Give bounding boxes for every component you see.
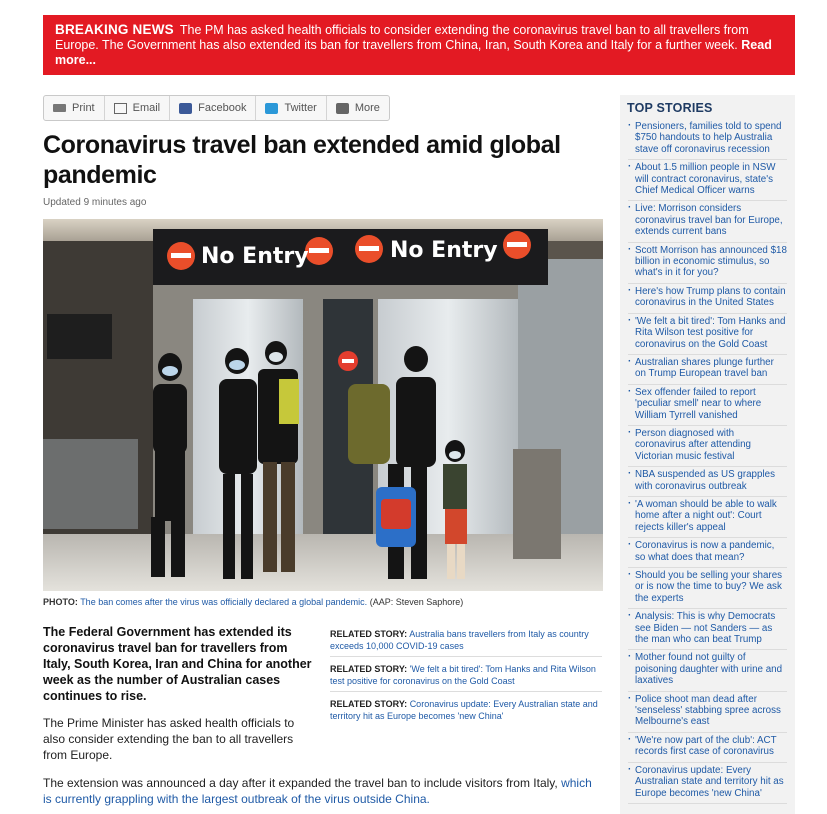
breaking-news-read-more-link[interactable]: Read more... <box>55 38 772 67</box>
twitter-button[interactable] <box>256 96 326 120</box>
top-story-link[interactable]: · Should you be selling your shares or is now the time to buy? We ask the experts <box>628 568 787 609</box>
caption-label: PHOTO: <box>43 597 78 607</box>
top-story-link[interactable]: · NBA suspended as US grapples with coronavirus outbreak <box>628 467 787 497</box>
updated-timestamp: Updated 9 minutes ago <box>43 197 147 208</box>
caption-text[interactable]: The ban comes after the virus was officially declared a global pandemic. <box>80 597 368 607</box>
photo-caption <box>43 597 463 607</box>
printer-icon <box>53 104 66 112</box>
sign-right: No Entry <box>390 238 498 263</box>
article-paragraph: The Prime Minister has asked health officials to also consider extending the ban to all travellers from Europe. <box>43 716 295 762</box>
top-story-link[interactable]: · Australian shares plunge further on Trump European travel ban <box>628 355 787 385</box>
print-button[interactable] <box>44 96 105 120</box>
page-title: Coronavirus travel ban extended amid global pandemic <box>43 131 561 189</box>
top-story-link[interactable]: · About 1.5 million people in NSW will contract coronavirus, state's Chief Medical Officer warns <box>628 160 787 201</box>
article-photo <box>43 219 603 591</box>
twitter-label: Twitter <box>284 102 317 114</box>
top-story-link[interactable]: · Sex offender failed to report 'peculiar smell' near to where William Tyrrell vanished <box>628 385 787 426</box>
related-story-link[interactable]: Australia bans travellers from Italy as country exceeds 10,000 COVID-19 cases <box>330 629 589 651</box>
top-story-link[interactable]: · Police shoot man dead after 'senseless' stabbing spree across Melbourne's east <box>628 692 787 733</box>
related-story <box>330 628 602 657</box>
top-story-link[interactable]: · Coronavirus is now a pandemic, so what does that mean? <box>628 538 787 568</box>
paragraph-text: The extension was announced a day after it expanded the travel ban to include visitors from Italy, <box>43 776 558 790</box>
envelope-icon <box>114 103 127 114</box>
facebook-label: Facebook <box>198 102 247 114</box>
related-story-link[interactable]: Coronavirus update: Every Australian state and territory hit as Europe becomes 'new China' <box>330 699 598 721</box>
top-stories-heading: TOP STORIES <box>627 101 713 115</box>
related-story-label: RELATED STORY: <box>330 699 408 709</box>
top-story-link[interactable]: · Coronavirus update: Every Australian state and territory hit as Europe becomes 'new China' <box>628 763 787 804</box>
share-toolbar <box>43 95 390 121</box>
top-story-link[interactable]: · 'We felt a bit tired': Tom Hanks and Rita Wilson test positive for coronavirus on the Gold Coast <box>628 314 787 355</box>
facebook-button[interactable] <box>170 96 256 120</box>
related-story-label: RELATED STORY: <box>330 664 408 674</box>
top-story-link[interactable]: · 'We're now part of the club': ACT records first case of coronavirus <box>628 733 787 763</box>
top-story-link[interactable]: · Here's how Trump plans to contain coronavirus in the United States <box>628 284 787 314</box>
top-story-link[interactable]: · Mother found not guilty of poisoning daughter with urine and laxatives <box>628 650 787 691</box>
top-story-link[interactable]: · Pensioners, families told to spend $750 handouts to help Australia stave off coronavirus recession <box>628 119 787 160</box>
airport-photo-illustration <box>43 219 603 591</box>
top-stories-list <box>620 119 795 804</box>
breaking-news-banner <box>43 15 795 75</box>
top-story-link[interactable]: · Live: Morrison considers coronavirus travel ban for Europe, extends current bans <box>628 201 787 242</box>
related-story <box>330 698 602 726</box>
related-stories <box>330 628 602 732</box>
related-story-label: RELATED STORY: <box>330 629 408 639</box>
email-label: Email <box>132 102 161 114</box>
breaking-news-text: The PM has asked health officials to consider extending the coronavirus travel ban to all travellers from Europe. The Government has also extended its ban for travellers from China, Iran, South Korea and Italy for a further week. <box>55 23 749 52</box>
top-story-link[interactable]: · Analysis: This is why Democrats see Biden — not Sanders — as the man who can beat Trump <box>628 609 787 650</box>
more-share-button[interactable] <box>327 96 389 120</box>
top-stories-sidebar <box>620 95 795 814</box>
article-lead: The Federal Government has extended its coronavirus travel ban for travellers from Italy, South Korea, Iran and China for another week as the number of Australian cases continues to rise. <box>43 625 312 703</box>
breaking-news-label: BREAKING NEWS <box>55 22 174 37</box>
related-story <box>330 663 602 692</box>
sign-left: No Entry <box>201 244 309 269</box>
facebook-icon <box>179 103 192 114</box>
inline-story-link[interactable]: which is currently grappling with the largest outbreak of the virus outside China. <box>43 776 592 806</box>
print-label: Print <box>72 102 95 114</box>
article-paragraph <box>43 775 603 807</box>
caption-credit: (AAP: Steven Saphore) <box>369 597 464 607</box>
top-story-link[interactable]: · 'A woman should be able to walk home after a night out': Court rejects killer's appeal <box>628 497 787 538</box>
email-button[interactable] <box>105 96 171 120</box>
more-label: More <box>354 102 380 114</box>
top-story-link[interactable]: · Person diagnosed with coronavirus after attending Victorian music festival <box>628 426 787 467</box>
twitter-icon <box>265 103 278 114</box>
top-story-link[interactable]: · Scott Morrison has announced $18 billion in economic stimulus, so what's in it for you? <box>628 243 787 284</box>
share-more-icon <box>336 103 349 114</box>
related-story-link[interactable]: 'We felt a bit tired': Tom Hanks and Rita Wilson test positive for coronavirus on the Gold Coast <box>330 664 596 686</box>
